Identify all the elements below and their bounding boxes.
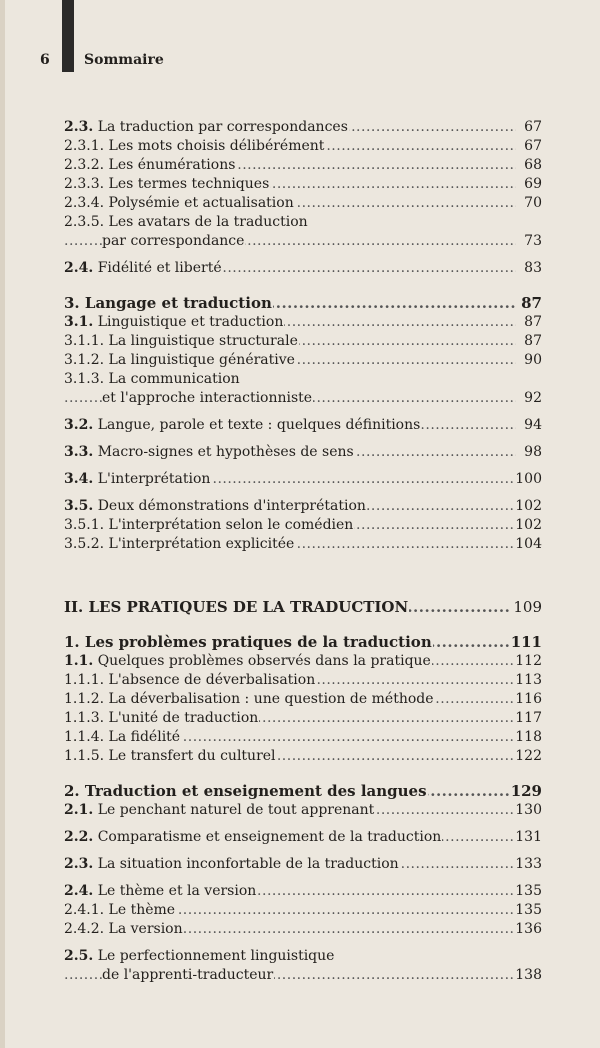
toc-entry-label: [64, 156, 236, 175]
toc-page-number: 109: [513, 598, 542, 616]
toc-entry-label: [64, 497, 367, 516]
toc-page-number: 100: [515, 471, 542, 487]
toc-page-number: 131: [515, 829, 542, 845]
toc-entry-number: 2.4.2.: [64, 921, 105, 937]
toc-entry-label: [64, 652, 432, 671]
toc-entry-title: La traduction par correspondances: [97, 119, 348, 135]
toc-entry-number: 1.1.: [64, 653, 94, 669]
toc-entry-label: [64, 416, 421, 435]
toc-entry-title: La version: [108, 921, 183, 937]
toc-entry-label: [64, 801, 375, 820]
toc-page-number: 138: [515, 967, 542, 983]
toc-entry-label: [64, 855, 400, 874]
toc-page-number: 98: [524, 444, 542, 460]
toc-entry: [64, 671, 542, 690]
page-edge: [0, 0, 5, 1048]
toc-entry: [64, 828, 542, 847]
toc-spacer: [64, 820, 542, 828]
toc-entry-number: 1.1.3.: [64, 710, 105, 726]
toc-entry-label: [64, 351, 296, 370]
toc-entry-number: 2.4.1.: [64, 902, 105, 918]
toc-entry: [64, 747, 542, 766]
toc-entry: [64, 370, 542, 389]
toc-entry-number: 1.1.4.: [64, 729, 105, 745]
toc-entry-label: [64, 470, 211, 489]
toc-entry: [64, 389, 542, 408]
toc-entry-number: 2.3.: [64, 119, 94, 135]
toc-entry-label: [64, 294, 273, 313]
toc-page-number: 129: [510, 782, 542, 800]
toc-entry-label: [64, 671, 316, 690]
toc-entry-title: Fidélité et liberté: [97, 260, 222, 276]
toc-entry-title: Quelques problèmes observés dans la pratique: [97, 653, 431, 669]
toc-entry-label: [64, 516, 354, 535]
toc-entry-title: Les énumérations: [108, 157, 236, 173]
toc-entry-title: Deux démonstrations d'interprétation: [97, 498, 366, 514]
toc-entry-label: [102, 966, 274, 985]
toc-entry-title: La linguistique structurale: [108, 333, 298, 349]
toc-entry-title: Langue, parole et texte : quelques définitions: [97, 417, 421, 433]
toc-entry-number: 3.5.2.: [64, 536, 105, 552]
toc-chapter: [64, 782, 542, 801]
toc-entry-title: Les termes techniques: [108, 176, 270, 192]
toc-entry-number: 3.3.: [64, 444, 94, 460]
toc-entry-number: 3.1.2.: [64, 352, 105, 368]
toc-entry: [64, 709, 542, 728]
toc-entry: [64, 259, 542, 278]
toc-entry: [64, 497, 542, 516]
toc-spacer: [64, 617, 542, 633]
toc-entry-title: L'absence de déverbalisation: [108, 672, 316, 688]
toc-spacer: [64, 939, 542, 947]
toc-spacer: [64, 554, 542, 598]
toc-entry-title: L'unité de traduction: [108, 710, 259, 726]
toc-entry: [64, 470, 542, 489]
toc-entry: [64, 882, 542, 901]
toc-entry-number: 3.1.1.: [64, 333, 105, 349]
thumb-tab-marker: [62, 0, 74, 72]
toc-entry: [64, 966, 542, 985]
toc-spacer: [64, 874, 542, 882]
toc-entry-title: Le penchant naturel de tout apprenant: [97, 802, 375, 818]
toc-entry-title: et l'approche interactionniste: [102, 390, 313, 406]
toc-entry-number: 2.3.2.: [64, 157, 105, 173]
toc-page-number: 112: [515, 653, 542, 669]
toc-entry: [64, 947, 542, 966]
toc-entry: [64, 801, 542, 820]
toc-page-number: 102: [515, 498, 542, 514]
toc-entry: [64, 156, 542, 175]
toc-entry-number: 2.1.: [64, 802, 94, 818]
toc-entry-title: par correspondance: [102, 233, 245, 249]
toc-entry-title: Le thème et la version: [97, 883, 257, 899]
toc-entry-label: [102, 232, 245, 251]
toc-entry-label: [64, 747, 277, 766]
toc-entry-number: 2.4.: [64, 883, 94, 899]
toc-page-number: 70: [524, 195, 542, 211]
toc-entry-title: Les avatars de la traduction: [108, 214, 308, 230]
toc-entry-title: L'interprétation selon le comédien: [108, 517, 354, 533]
toc-entry-label: [64, 782, 428, 801]
toc-entry-label: [64, 728, 181, 747]
toc-entry-title: de l'apprenti-traducteur: [102, 967, 274, 983]
toc-page-number: 90: [524, 352, 542, 368]
toc-page-number: 87: [524, 333, 542, 349]
toc-page-number: 118: [515, 729, 542, 745]
toc-entry-number: 1.: [64, 633, 80, 651]
toc-page-number: 135: [515, 883, 542, 899]
toc-spacer: [64, 251, 542, 259]
toc-spacer: [64, 278, 542, 294]
toc-page-number: 94: [524, 417, 542, 433]
toc-spacer: [64, 489, 542, 497]
toc-entry-number: 3.1.: [64, 314, 94, 330]
toc-page-number: 122: [515, 748, 542, 764]
toc-entry-number: 2.3.: [64, 856, 94, 872]
page-number: 6: [40, 52, 50, 68]
toc-entry-label: [64, 194, 295, 213]
toc-entry-label: [64, 690, 435, 709]
toc-entry-title: La fidélité: [108, 729, 181, 745]
toc-page-number: 111: [510, 633, 542, 651]
toc-entry-number: 2.4.: [64, 260, 94, 276]
toc-entry-label: [64, 828, 442, 847]
toc-entry-number: 2.3.3.: [64, 176, 105, 192]
toc-entry-label: [64, 920, 184, 939]
toc-entry-title: Linguistique et traduction: [97, 314, 284, 330]
toc-entry: [64, 137, 542, 156]
toc-entry-label: [64, 313, 284, 332]
toc-entry-label: [64, 535, 295, 554]
toc-entry: [64, 213, 542, 232]
toc-spacer: [64, 462, 542, 470]
toc-part: [64, 598, 542, 617]
toc-entry-label: [64, 118, 349, 137]
toc-page-number: 83: [524, 260, 542, 276]
toc-entry-title: Macro-signes et hypothèses de sens: [97, 444, 354, 460]
toc-entry-number: 1.1.1.: [64, 672, 105, 688]
toc-entry: [64, 443, 542, 462]
running-title: Sommaire: [84, 52, 164, 68]
toc-entry-number: 2.: [64, 782, 80, 800]
toc-entry-title: La situation inconfortable de la traduction: [97, 856, 399, 872]
toc-entry-label: [64, 259, 223, 278]
toc-page-number: 87: [521, 294, 542, 312]
toc-entry: [64, 175, 542, 194]
toc-page-number: 135: [515, 902, 542, 918]
toc-entry-number: 3.5.1.: [64, 517, 105, 533]
toc-spacer: [64, 435, 542, 443]
toc-entry-number: 3.5.: [64, 498, 94, 514]
toc-entry-title: Traduction et enseignement des langues: [84, 782, 427, 800]
toc-entry-title: Les problèmes pratiques de la traduction: [84, 633, 432, 651]
toc-entry-title: Le transfert du culturel: [108, 748, 276, 764]
toc-spacer: [64, 847, 542, 855]
toc-entry: [64, 901, 542, 920]
toc-entry-title: Polysémie et actualisation: [108, 195, 294, 211]
toc-entry-label: [64, 137, 325, 156]
toc-entry-number: 3.4.: [64, 471, 94, 487]
toc-page-number: 68: [524, 157, 542, 173]
toc-page-number: 117: [515, 710, 542, 726]
toc-page-number: 136: [515, 921, 542, 937]
toc-entry-label: [64, 882, 257, 901]
toc-entry: [64, 728, 542, 747]
toc-entry-label: [64, 901, 176, 920]
toc-entry: [64, 516, 542, 535]
toc-entry-number: 2.5.: [64, 948, 94, 964]
toc-entry: [64, 351, 542, 370]
toc-chapter: [64, 633, 542, 652]
toc-entry-title: La linguistique générative: [108, 352, 295, 368]
toc-entry-label: [64, 332, 299, 351]
toc-entry-title: Le thème: [108, 902, 176, 918]
toc-entry: [64, 652, 542, 671]
toc-page-number: 73: [524, 233, 542, 249]
toc-entry-title: Comparatisme et enseignement de la traduction: [97, 829, 442, 845]
toc-page-number: 92: [524, 390, 542, 406]
toc-page-number: 104: [515, 536, 542, 552]
toc-entry: [64, 535, 542, 554]
toc-entry-label: [64, 598, 409, 617]
toc-entry: [64, 690, 542, 709]
toc-page-number: 67: [524, 138, 542, 154]
toc-page-number: 133: [515, 856, 542, 872]
toc-page-number: 130: [515, 802, 542, 818]
toc-entry-number: 2.3.5.: [64, 214, 105, 230]
toc-entry: [64, 416, 542, 435]
toc-page-number: 69: [524, 176, 542, 192]
toc-page-number: 102: [515, 517, 542, 533]
toc-page-number: 116: [515, 691, 542, 707]
toc-entry-title: La déverbalisation : une question de méthode: [108, 691, 434, 707]
toc-entry: [64, 118, 542, 137]
toc-page-number: 87: [524, 314, 542, 330]
toc-page-number: 67: [524, 119, 542, 135]
toc-entry: [64, 920, 542, 939]
toc-entry-label: [64, 947, 335, 966]
toc-entry: [64, 232, 542, 251]
toc-entry: [64, 332, 542, 351]
toc-chapter: [64, 294, 542, 313]
toc-entry-title: La communication: [108, 371, 240, 387]
toc-entry-label: [64, 443, 355, 462]
toc-spacer: [64, 766, 542, 782]
toc-entry: [64, 194, 542, 213]
toc-entry-label: [64, 633, 433, 652]
toc-spacer: [64, 408, 542, 416]
toc-entry-number: 1.1.2.: [64, 691, 105, 707]
toc-entry: [64, 855, 542, 874]
toc-entry-number: 1.1.5.: [64, 748, 105, 764]
toc-entry-number: 2.2.: [64, 829, 94, 845]
toc-entry-label: [102, 389, 313, 408]
toc-entry-title: L'interprétation: [97, 471, 211, 487]
toc-page-number: 113: [515, 672, 542, 688]
toc-entry-label: [64, 213, 309, 232]
toc-entry-number: 3.: [64, 294, 80, 312]
toc-entry-title: Le perfectionnement linguistique: [97, 948, 335, 964]
toc-entry-number: 2.3.4.: [64, 195, 105, 211]
toc-entry-number: 3.2.: [64, 417, 94, 433]
toc-entry-title: Langage et traduction: [84, 294, 272, 312]
toc-entry-number: 3.1.3.: [64, 371, 105, 387]
toc-entry-label: [64, 709, 259, 728]
toc-entry-title: II. LES PRATIQUES DE LA TRADUCTION: [64, 598, 409, 616]
table-of-contents: [64, 118, 542, 985]
toc-entry-label: [64, 370, 241, 389]
toc-entry-title: Les mots choisis délibérément: [108, 138, 325, 154]
toc-entry: [64, 313, 542, 332]
toc-entry-label: [64, 175, 270, 194]
toc-entry-title: L'interprétation explicitée: [108, 536, 295, 552]
toc-entry-number: 2.3.1.: [64, 138, 105, 154]
